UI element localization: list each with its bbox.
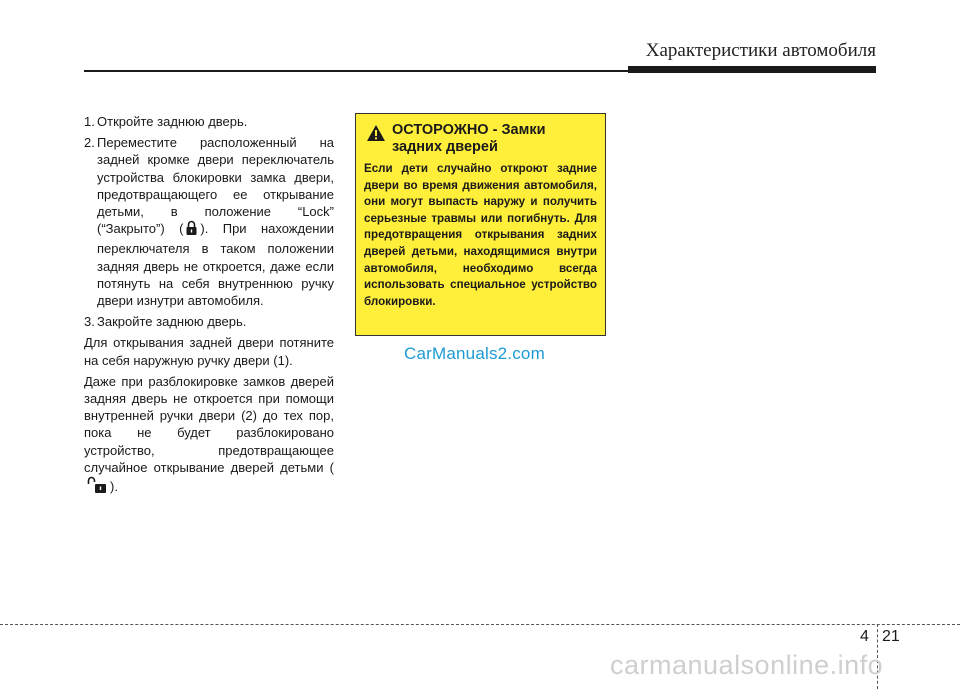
step-text (97, 134, 334, 309)
warning-title-line2: задних дверей (392, 139, 498, 155)
lock-open-icon (86, 476, 108, 498)
footer-divider (0, 624, 960, 625)
step-text: Откройте заднюю дверь. (97, 114, 248, 129)
footer-watermark: carmanualsonline.info (610, 650, 884, 680)
paragraph-unlock (84, 373, 334, 498)
step-text-part: Переместите расположенный на задней кромке двери переключатель устройства блокировки замка двери, предотвращающего ее открывание детьми, в положение “Lock” (“Закрыто”) ( (97, 135, 334, 237)
chapter-number: 4 (860, 628, 869, 645)
watermark: CarManuals2.com (404, 344, 545, 363)
lock-closed-icon (185, 220, 198, 240)
warning-title (392, 122, 546, 156)
page-number: 21 (882, 628, 900, 645)
step-number: 3. (84, 314, 95, 330)
paragraph-open-door: Для открывания задней двери потяните на себя наружную ручку двери (1). (84, 335, 334, 368)
step-number: 2. (84, 135, 95, 151)
step-2 (84, 134, 334, 309)
warning-header (364, 122, 597, 156)
warning-triangle-icon (366, 124, 386, 142)
step-text: Закройте заднюю дверь. (97, 314, 247, 330)
header-rule (84, 70, 712, 72)
step-3 (84, 313, 334, 330)
step-1 (84, 113, 334, 130)
paragraph-text-part: ). (110, 479, 118, 495)
header-rule-bold (628, 66, 876, 73)
warning-title-line1: ОСТОРОЖНО - Замки (392, 122, 546, 138)
warning-text: Если дети случайно откроют задние двери во время движения автомобиля, они могут выпасть наружу и получить серьезные травмы или погибнуть. Для предотвращения открывания задних дверей детьми, находящимися внутри автомобиля, необходимо всегда использовать специальное устройство блокировки. (364, 162, 597, 308)
step-number: 1. (84, 114, 95, 129)
section-title: Характеристики автомобиля (645, 40, 876, 61)
warning-box (355, 113, 606, 336)
paragraph-text-part: Даже при разблокировке замков дверей задняя дверь не откроется при помощи внутренней ручки двери (2) до тех пор, пока не будет разблокировано устройство, предотвращающее случайное открывание дверей детьми ( (84, 373, 334, 475)
step-text-part: ). При нахождении переключателя в таком положении задняя дверь не откроется, даже если потянуть на себя внутреннюю ручку двери изнутри автомобиля. (97, 221, 334, 309)
instructions-column (84, 113, 334, 502)
